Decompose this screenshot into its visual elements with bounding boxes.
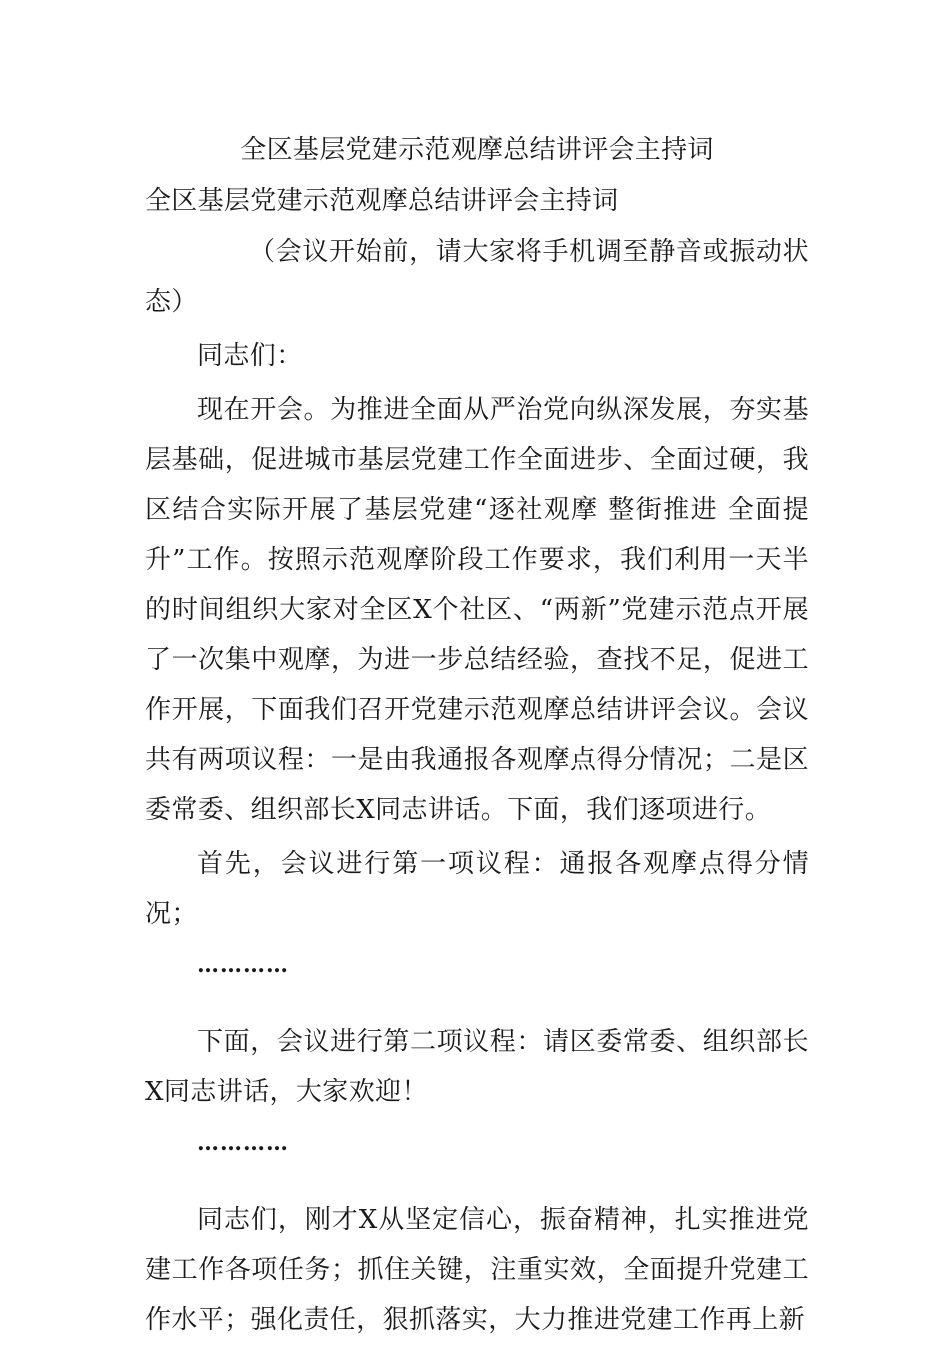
ellipsis-two: …………	[197, 1130, 289, 1156]
agenda-one-paragraph: 首先，会议进行第一项议程：通报各观摩点得分情况；	[145, 849, 809, 929]
opening-paragraph: 现在开会。为推进全面从严治党向纵深发展，夯实基层基础，促进城市基层党建工作全面进步、全面过硬，我区结合实际开展了基层党建“逐社观摩 整街推进 全面提升”工作。按照示范观摩阶段工作要求，我们利用一天半的时间组织大家对全区X个社区、“两新”党建示范点开展了一次集中观摩，为进一步总结经验，查找不足，促进工作开展，下面我们召开党建示范观摩总结讲评会议。会议共有两项议程：一是由我通报各观摩点得分情况；二是区委常委、组织部长X同志讲话。下面，我们逐项进行。	[145, 395, 809, 825]
document-page	[145, 126, 809, 1349]
ellipsis-one: …………	[197, 952, 289, 978]
document-title: 全区基层党建示范观摩总结讲评会主持词	[240, 135, 714, 165]
document-subtitle: 全区基层党建示范观摩总结讲评会主持词	[145, 186, 619, 216]
closing-paragraph: 同志们，刚才X从坚定信心，振奋精神，扎实推进党建工作各项任务；抓住关键，注重实效，全面提升党建工作水平；强化责任，狠抓落实，大力推进党建工作再上新	[145, 1205, 809, 1335]
greeting-paragraph: 同志们：	[197, 341, 303, 371]
meeting-note-paragraph: （会议开始前，请大家将手机调至静音或振动状态）	[145, 237, 809, 317]
agenda-two-paragraph: 下面，会议进行第二项议程：请区委常委、组织部长X同志讲话，大家欢迎！	[145, 1027, 809, 1107]
